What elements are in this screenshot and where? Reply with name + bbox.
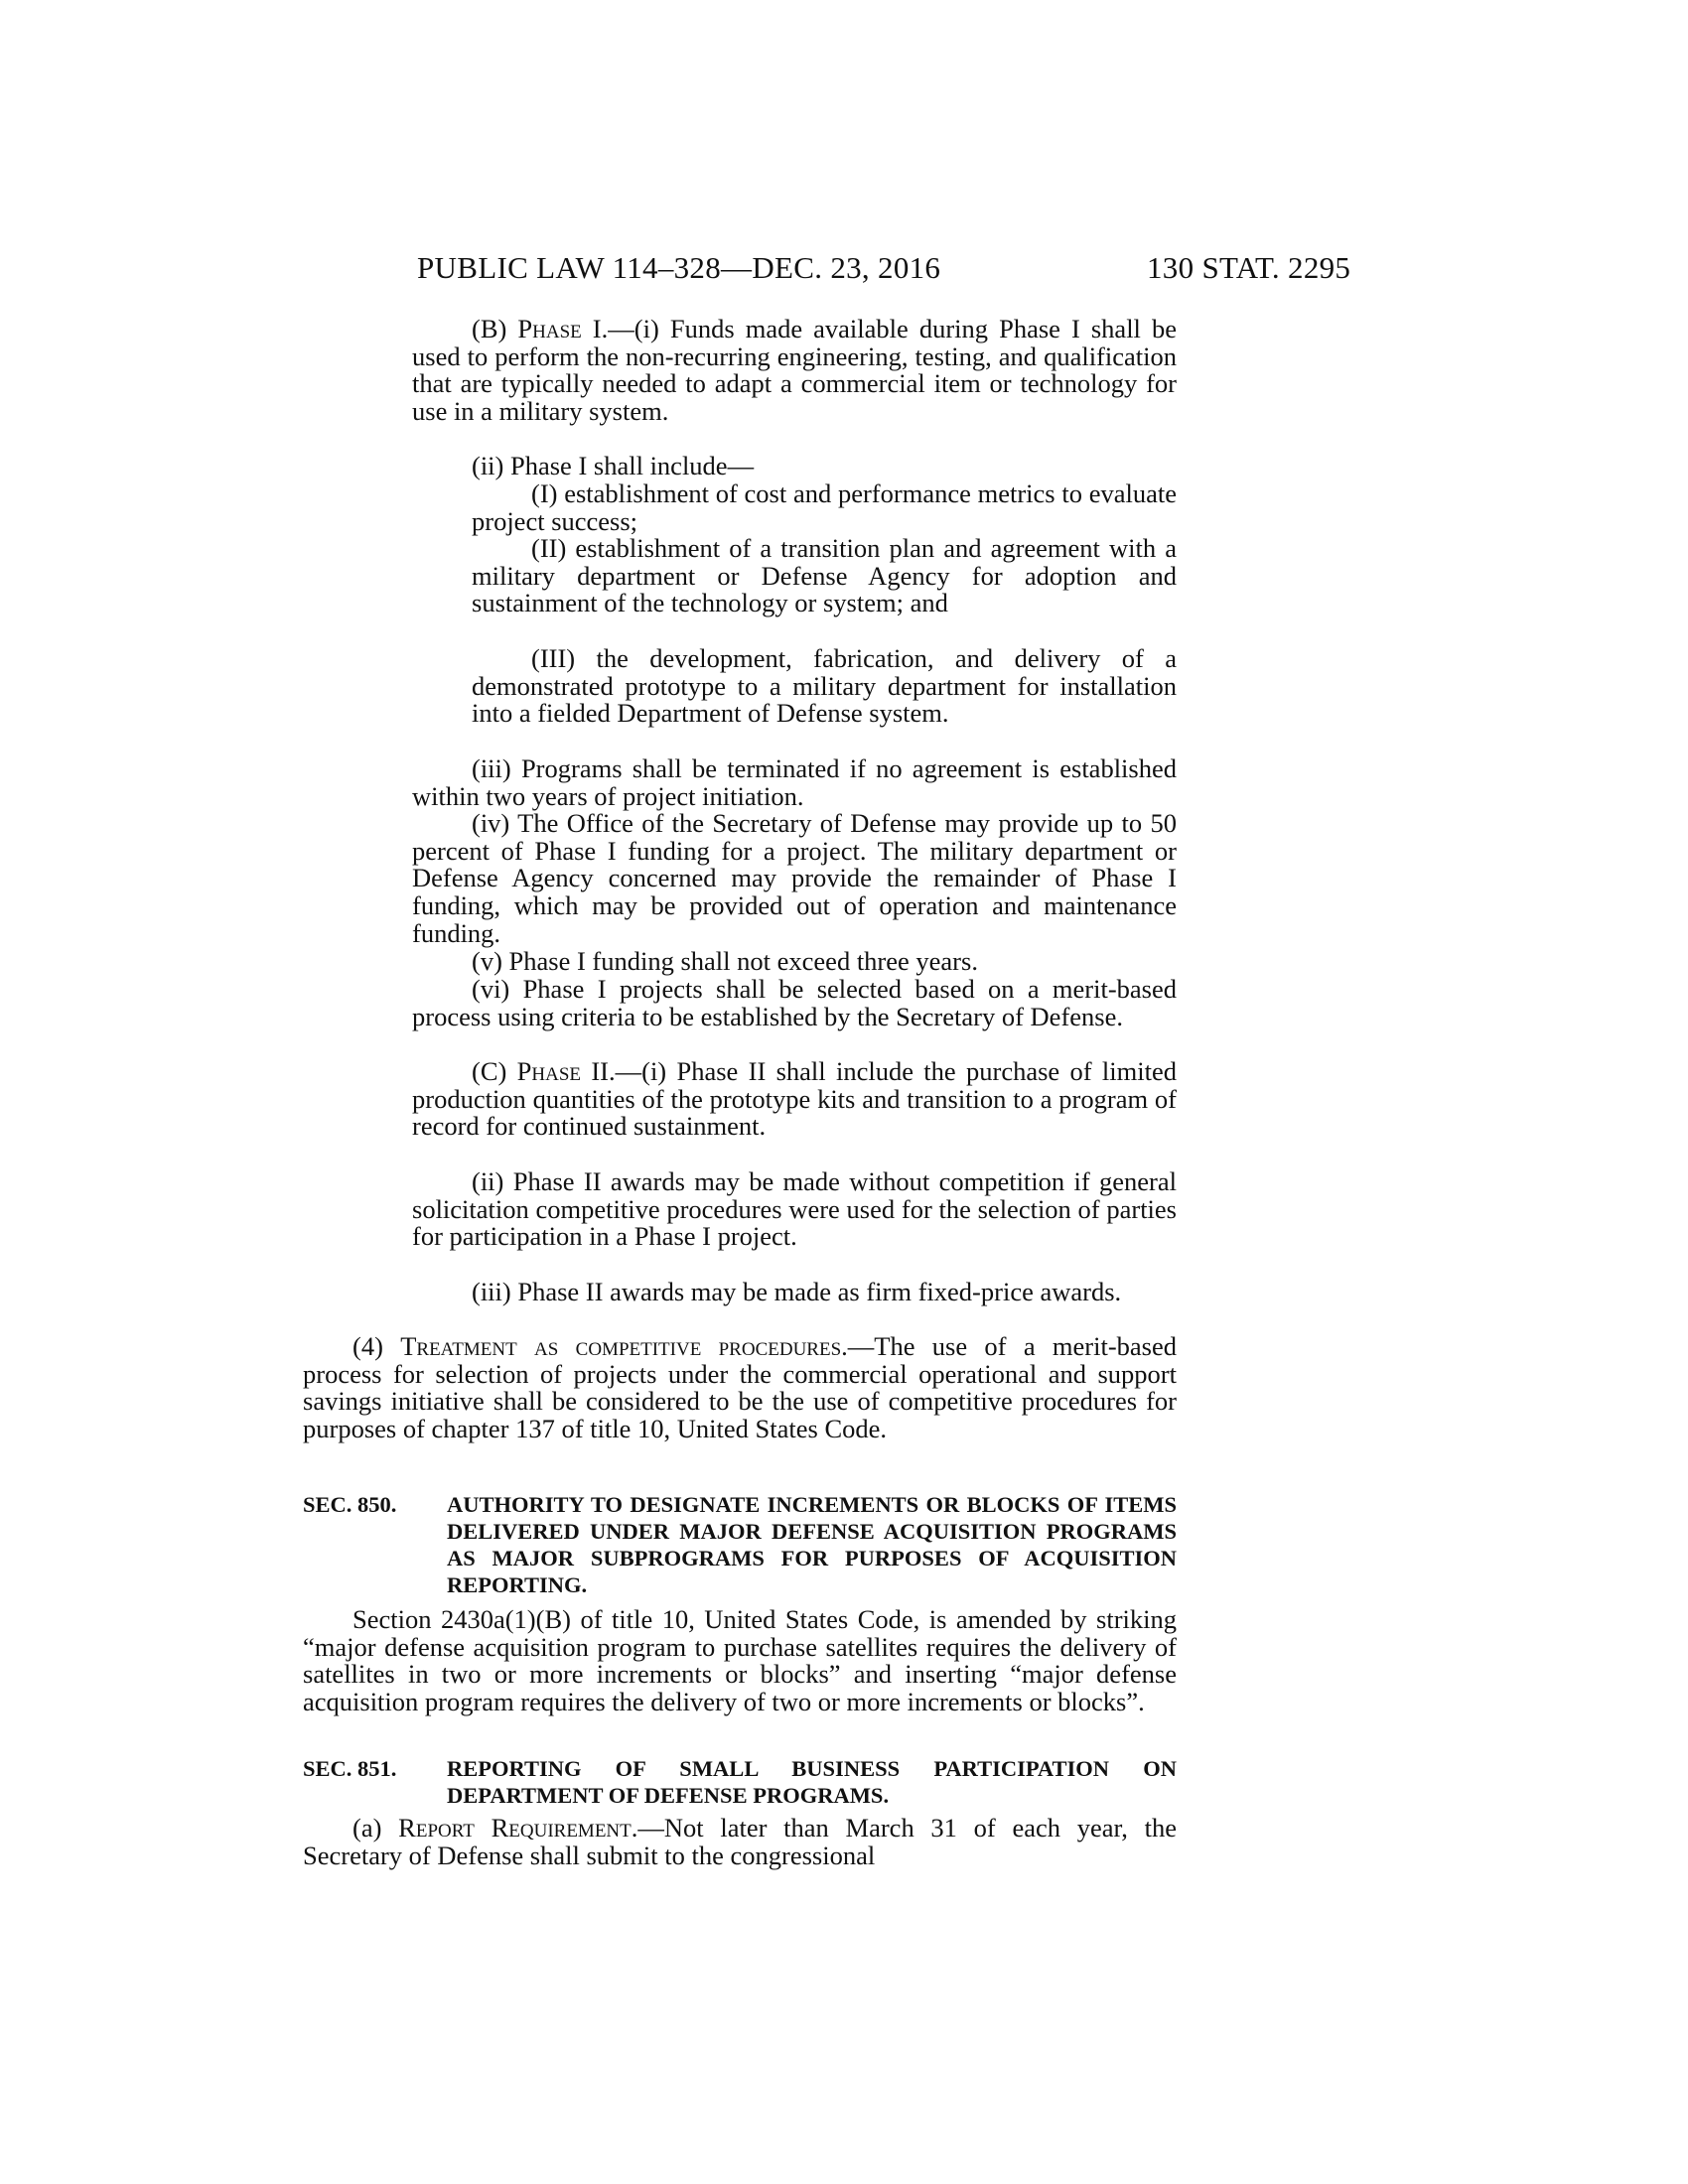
report-requirement-heading: Report Requirement xyxy=(398,1813,632,1843)
section-851-a-text: (a) Report Requirement.—Not later than March 31 of each year, the Secretary of Defense shall submit to the congressional xyxy=(303,1813,1177,1870)
paragraph-phase-i-iv: (iv) The Office of the Secretary of Defense may provide up to 50 percent of Phase I funding for a project. The military department or Defense Agency concerned may provide the remainder of Phase I funding, which may be provided out of operation and maintenance funding. xyxy=(412,808,1177,948)
paragraph-phase-i-ii-III: (III) the development, fabrication, and delivery of a demonstrated prototype to a military department for installation into a fielded Department of Defense system. xyxy=(472,643,1177,729)
paragraph-phase-ii: (C) Phase II.—(i) Phase II shall include the purchase of limited production quantities of the prototype kits and transition to a program of record for continued sustainment. xyxy=(412,1056,1177,1142)
section-850-text: Section 2430a(1)(B) of title 10, United States Code, is amended by striking “major defense acquisition program to purchase satellites requires the delivery of satellites in two or more increments or blocks” and inserting “major defense acquisition program requires the delivery of two or more increments or blocks”. xyxy=(303,1604,1177,1717)
treatment-heading: Treatment as competitive procedures xyxy=(400,1331,842,1361)
section-850-number: SEC. 850. xyxy=(303,1492,397,1517)
paragraph-phase-i-v: (v) Phase I funding shall not exceed three years. xyxy=(472,946,978,976)
paragraph-phase-ii-iii: (iii) Phase II awards may be made as firm fixed-price awards. xyxy=(472,1277,1122,1306)
running-header-title: PUBLIC LAW 114–328—DEC. 23, 2016 xyxy=(417,250,941,285)
paragraph-phase-i-ii-II: (II) establishment of a transition plan and agreement with a military department or Defense Agency for adoption and sustainment of the technology or system; and xyxy=(472,533,1177,618)
running-header-page-number: 130 STAT. 2295 xyxy=(1147,250,1351,285)
paragraph-phase-i-ii: (ii) Phase I shall include— xyxy=(472,451,755,480)
paragraph-phase-ii-ii: (ii) Phase II awards may be made without competition if general solicitation competitive procedures were used for the selection of parties for participation in a Phase I project. xyxy=(412,1166,1177,1252)
paragraph-phase-i-iii: (iii) Programs shall be terminated if no agreement is established within two years of project initiation. xyxy=(412,753,1177,811)
section-851-number: SEC. 851. xyxy=(303,1756,397,1781)
phase-i-heading: Phase I xyxy=(517,314,602,343)
section-850-title: AUTHORITY TO DESIGNATE INCREMENTS OR BLOCKS OF ITEMS DELIVERED UNDER MAJOR DEFENSE ACQUISITION PROGRAMS AS MAJOR SUBPROGRAMS FOR PURPOSES OF ACQUISITION REPORTING. xyxy=(447,1492,1177,1597)
section-851-title: REPORTING OF SMALL BUSINESS PARTICIPATION ON DEPARTMENT OF DEFENSE PROGRAMS. xyxy=(447,1756,1177,1808)
paragraph-4-competitive-procedures: (4) Treatment as competitive procedures.—The use of a merit-based process for selection of projects under the commercial operational and support savings initiative shall be considered to be the use of competitive procedures for purposes of chapter 137 of title 10, United States Code. xyxy=(303,1331,1177,1444)
phase-ii-heading: Phase II xyxy=(516,1056,609,1086)
paragraph-phase-i-vi: (vi) Phase I projects shall be selected based on a merit-based process using criteria to be established by the Secretary of Defense. xyxy=(412,974,1177,1031)
paragraph-phase-i-ii-I: (I) establishment of cost and performance metrics to evaluate project success; xyxy=(472,478,1177,536)
paragraph-phase-i: (B) Phase I.—(i) Funds made available during Phase I shall be used to perform the non-recurring engineering, testing, and qualification that are typically needed to adapt a commercial item or technology for use in a military system. xyxy=(412,314,1177,427)
